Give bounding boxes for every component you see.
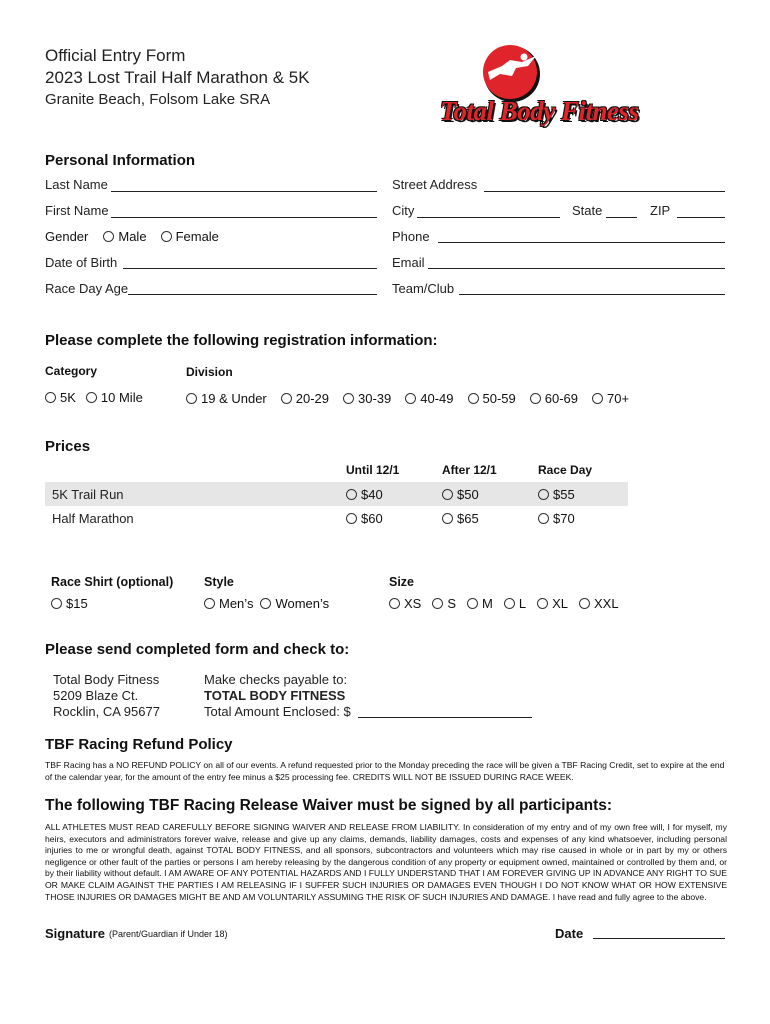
radio-icon: [343, 393, 354, 404]
send-heading: Please send completed form and check to:: [45, 641, 350, 658]
form-title-line2: 2023 Lost Trail Half Marathon & 5K: [45, 68, 310, 87]
last-name-label: Last Name: [45, 177, 108, 192]
price-col-header: Race Day: [538, 463, 593, 477]
total-amount-field[interactable]: [358, 717, 532, 718]
first-name-label: First Name: [45, 203, 109, 218]
price-row-name: 5K Trail Run: [52, 487, 124, 502]
radio-icon: [204, 598, 215, 609]
total-amount-label: Total Amount Enclosed: $: [204, 704, 351, 719]
radio-icon: [186, 393, 197, 404]
prices-heading: Prices: [45, 438, 91, 455]
division-option[interactable]: 40-49: [405, 391, 453, 406]
price-col-header: After 12/1: [442, 463, 497, 477]
zip-field[interactable]: [677, 217, 725, 218]
division-options: [186, 391, 629, 406]
size-option[interactable]: S: [432, 596, 456, 611]
refund-heading: TBF Racing Refund Policy: [45, 736, 233, 753]
total-body-fitness-logo: [440, 42, 700, 134]
form-title-line1: Official Entry Form: [45, 46, 186, 65]
division-option[interactable]: 30-39: [343, 391, 391, 406]
team-label: Team/Club: [392, 281, 455, 296]
size-option[interactable]: XS: [389, 596, 421, 611]
payment-info: Make checks payable to: TOTAL BODY FITNESS Total Amount Enclosed: $: [204, 672, 351, 719]
phone-field[interactable]: [438, 242, 725, 243]
signature-field[interactable]: [244, 940, 539, 941]
email-field[interactable]: [428, 268, 725, 269]
zip-label: ZIP: [650, 203, 671, 218]
size-option[interactable]: XXL: [579, 596, 619, 611]
category-option[interactable]: 10 Mile: [86, 390, 143, 405]
radio-icon: [103, 231, 114, 242]
state-label: State: [572, 203, 603, 218]
radio-icon: [432, 598, 443, 609]
radio-icon: [281, 393, 292, 404]
style-option[interactable]: Men’s: [204, 596, 253, 611]
street-label: Street Address: [392, 177, 478, 192]
style-label: Style: [204, 575, 234, 589]
price-option[interactable]: $60: [346, 511, 383, 526]
price-row-name: Half Marathon: [52, 511, 134, 526]
division-option[interactable]: 20-29: [281, 391, 329, 406]
radio-icon: [442, 513, 453, 524]
payee-name: TOTAL BODY FITNESS: [204, 688, 346, 703]
form-subtitle: Granite Beach, Folsom Lake SRA: [45, 91, 271, 108]
refund-policy-text: TBF Racing has a NO REFUND POLICY on all of our events. A refund requested prior to the Monday preceding the race will be given a TBF Racing Credit, set to expire at the end of the calendar year, for the amount of the entry fee minus a $25 processing fee. CREDITS WILL NOT BE ISSUED DURING RACE WEEK.: [45, 760, 725, 782]
race-day-age-field[interactable]: [128, 294, 377, 295]
size-option[interactable]: XL: [537, 596, 568, 611]
date-label: Date: [555, 926, 584, 941]
radio-icon: [161, 231, 172, 242]
team-field[interactable]: [459, 294, 725, 295]
category-option[interactable]: 5K: [45, 390, 76, 405]
radio-icon: [467, 598, 478, 609]
last-name-field[interactable]: [111, 191, 377, 192]
personal-info-heading: Personal Information: [45, 152, 196, 169]
radio-icon: [51, 598, 62, 609]
gender-male-option[interactable]: Male: [103, 229, 146, 244]
division-label: Division: [186, 365, 233, 379]
radio-icon: [346, 513, 357, 524]
radio-icon: [538, 489, 549, 500]
mailing-address: Total Body Fitness 5209 Blaze Ct. Rocklin, CA 95677: [53, 672, 160, 719]
gender-female-option[interactable]: Female: [161, 229, 219, 244]
division-option[interactable]: 60-69: [530, 391, 578, 406]
shirt-option[interactable]: $15: [51, 596, 88, 611]
email-label: Email: [392, 255, 425, 270]
dob-field[interactable]: [123, 268, 377, 269]
radio-icon: [346, 489, 357, 500]
signature-label: Signature: [45, 926, 105, 941]
street-field[interactable]: [484, 191, 725, 192]
shirt-label: Race Shirt (optional): [51, 575, 174, 589]
logo-wordmark: Total Body Fitness: [440, 96, 639, 126]
size-option[interactable]: M: [467, 596, 493, 611]
radio-icon: [405, 393, 416, 404]
waiver-heading: The following TBF Racing Release Waiver must be signed by all participants:: [45, 797, 613, 814]
radio-icon: [538, 513, 549, 524]
phone-label: Phone: [392, 229, 430, 244]
date-field[interactable]: [593, 938, 725, 939]
radio-icon: [530, 393, 541, 404]
size-option[interactable]: L: [504, 596, 526, 611]
race-day-age-label: Race Day Age: [45, 281, 129, 296]
style-option[interactable]: Women’s: [260, 596, 329, 611]
division-option[interactable]: 70+: [592, 391, 629, 406]
signature-note: (Parent/Guardian if Under 18): [108, 928, 228, 939]
price-option[interactable]: $50: [442, 487, 479, 502]
radio-icon: [468, 393, 479, 404]
registration-heading: Please complete the following registration information:: [45, 332, 438, 349]
price-option[interactable]: $55: [538, 487, 575, 502]
radio-icon: [442, 489, 453, 500]
radio-icon: [45, 392, 56, 403]
size-label: Size: [389, 575, 415, 589]
category-options: [45, 390, 143, 405]
price-col-header: Until 12/1: [346, 463, 400, 477]
category-label: Category: [45, 364, 98, 378]
dob-label: Date of Birth: [45, 255, 118, 270]
waiver-text: ALL ATHLETES MUST READ CAREFULLY BEFORE SIGNING WAIVER AND RELEASE FROM LIABILITY. In consideration of my entry and of my own free will, I for myself, my heirs, executors and administrators forever waive, release and give up any claims, demands, liability damages, costs and expenses of any kind whatsoever, including personal injuries to me or wrongful death, against TOTAL BODY FITNESS, and all sponsors, subcontractors and volunteers which may rise caused in whole or in part by my or others negligence or other fault of the parties or persons I am hereby releasing by the dangerous condition of any property or equipment owned, maintained or controlled by them and, or by their liability without default. I AM AWARE OF ANY POTENTIAL HAZARDS AND I FULLY UNDERSTAND THAT I AM FOREVER GIVING UP IN ADVANCE ANY RIGHT TO SUE OR MAKE CLAIM AGAINST THE PARTIES I AM RELEASING IF I SUFFER SUCH INJURIES OR DAMAGES EVEN THOUGH I DO NOT KNOW WHAT OR HOW EXTENSIVE THOSE INJURIES OR DAMAGES MIGHT BE AND AM VOLUNTARILY ASSUMING THE RISK OF SUCH INJURIES AND DAMAGE. I have read and fully agree to the above.: [45, 822, 727, 902]
radio-icon: [579, 598, 590, 609]
gender-label: Gender: [45, 229, 89, 244]
city-field[interactable]: [417, 217, 560, 218]
radio-icon: [260, 598, 271, 609]
radio-icon: [86, 392, 97, 403]
radio-icon: [504, 598, 515, 609]
radio-icon: [389, 598, 400, 609]
price-option[interactable]: $40: [346, 487, 383, 502]
radio-icon: [592, 393, 603, 404]
division-option[interactable]: 19 & Under: [186, 391, 267, 406]
first-name-field[interactable]: [111, 217, 377, 218]
price-option[interactable]: $70: [538, 511, 575, 526]
state-field[interactable]: [606, 217, 637, 218]
price-option[interactable]: $65: [442, 511, 479, 526]
city-label: City: [392, 203, 415, 218]
radio-icon: [537, 598, 548, 609]
division-option[interactable]: 50-59: [468, 391, 516, 406]
